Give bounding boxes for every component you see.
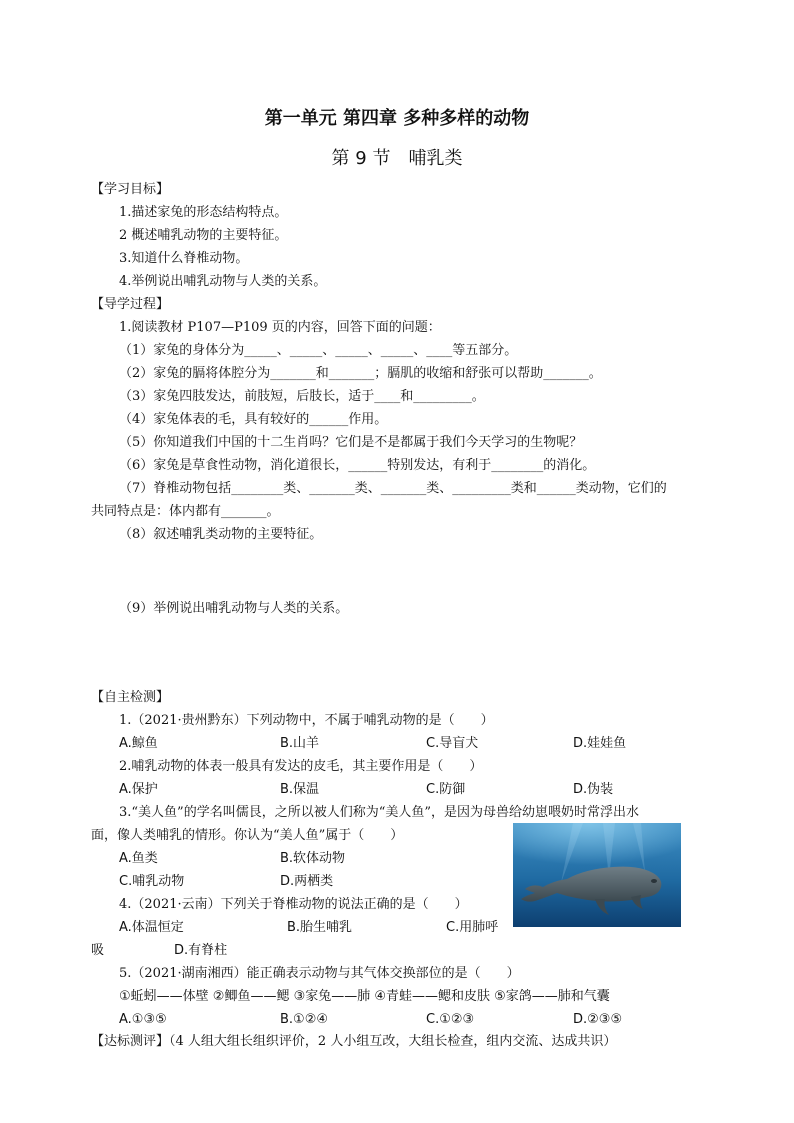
evaluation-line <box>91 1033 616 1051</box>
option: A.鱼类 <box>119 851 158 866</box>
evaluation-note: （4 人组大组长组织评价，2 人小组互改，大组长检查，组内交流、达成共识） <box>169 1034 617 1049</box>
option: C.①②③ <box>426 1012 475 1027</box>
goal-item: 1.描述家兔的形态结构特点。 <box>119 205 288 220</box>
question-line: （4）家兔体表的毛，具有较好的______作用。 <box>119 412 388 427</box>
check-question: 面，像人类哺乳的情形。你认为“美人鱼”属于（ ） <box>91 828 404 843</box>
question-line: （2）家兔的膈将体腔分为_______和_______；膈肌的收缩和舒张可以帮助_______。 <box>119 366 602 381</box>
option: D.②③⑤ <box>573 1012 623 1027</box>
check-question: ①蚯蚓——体壁 ②鲫鱼——鳃 ③家兔——肺 ④青蛙——鳃和皮肤 ⑤家鸽——肺和气囊 <box>119 989 610 1004</box>
question-line: （6）家兔是草食性动物，消化道很长，______特别发达，有利于________的消化。 <box>119 458 596 473</box>
option: A.鲸鱼 <box>119 736 158 751</box>
question-line: （7）脊椎动物包括________类、_______类、_______类、_________类和______类动物，它们的 <box>119 481 667 496</box>
goal-item: 3.知道什么脊椎动物。 <box>119 251 249 266</box>
goal-item: 2 概述哺乳动物的主要特征。 <box>119 228 288 243</box>
question-line: （5）你知道我们中国的十二生肖吗？它们是不是都属于我们今天学习的生物呢？ <box>119 435 583 450</box>
check-question: 1.（2021·贵州黔东）下列动物中，不属于哺乳动物的是（ ） <box>119 713 494 728</box>
option: B.胎生哺乳 <box>287 920 353 935</box>
option: D.两栖类 <box>280 874 334 889</box>
check-question: 4.（2021·云南）下列关于脊椎动物的说法正确的是（ ） <box>119 897 468 912</box>
option: 吸 <box>91 943 105 958</box>
option: C.哺乳动物 <box>119 874 185 889</box>
option: A.保护 <box>119 782 158 797</box>
option: B.山羊 <box>280 736 320 751</box>
question-line: （9）举例说出哺乳动物与人类的关系。 <box>119 601 349 616</box>
option: A.体温恒定 <box>119 920 184 935</box>
question-line: 共同特点是：体内都有_______。 <box>91 504 280 519</box>
option: A.①③⑤ <box>119 1012 167 1027</box>
page-title: 第一单元 第四章 多种多样的动物 <box>264 108 530 129</box>
dugong-photo <box>513 823 681 927</box>
option: B.①②④ <box>280 1012 329 1027</box>
question-line: （8）叙述哺乳类动物的主要特征。 <box>119 527 323 542</box>
option: B.软体动物 <box>280 851 346 866</box>
goal-item: 4.举例说出哺乳动物与人类的关系。 <box>119 274 327 289</box>
option: D.有脊柱 <box>174 943 228 958</box>
option: C.导盲犬 <box>426 736 479 751</box>
section-title: 第 9 节 哺乳类 <box>331 148 463 169</box>
goals-heading: 【学习目标】 <box>91 182 170 197</box>
option: C.防御 <box>426 782 466 797</box>
check-heading: 【自主检测】 <box>91 690 170 705</box>
question-line: （3）家兔四肢发达，前肢短，后肢长，适于____和_________。 <box>119 389 485 404</box>
option: C.用肺呼 <box>446 920 499 935</box>
process-intro: 1.阅读教材 P107—P109 页的内容，回答下面的问题： <box>119 320 441 335</box>
option: D.伪装 <box>573 782 614 797</box>
check-question: 3.“美人鱼”的学名叫儒艮，之所以被人们称为“美人鱼”，是因为母兽给幼崽喂奶时常浮出水 <box>119 805 639 820</box>
process-heading: 【导学过程】 <box>91 297 170 312</box>
option: D.娃娃鱼 <box>573 736 627 751</box>
option: B.保温 <box>280 782 320 797</box>
evaluation-heading: 【达标测评】 <box>91 1034 170 1049</box>
question-line: （1）家兔的身体分为_____、_____、_____、_____、____等五部分。 <box>119 343 518 358</box>
check-question: 5.（2021·湖南湘西）能正确表示动物与其气体交换部位的是（ ） <box>119 966 520 981</box>
check-question: 2.哺乳动物的体表一般具有发达的皮毛，其主要作用是（ ） <box>119 759 483 774</box>
